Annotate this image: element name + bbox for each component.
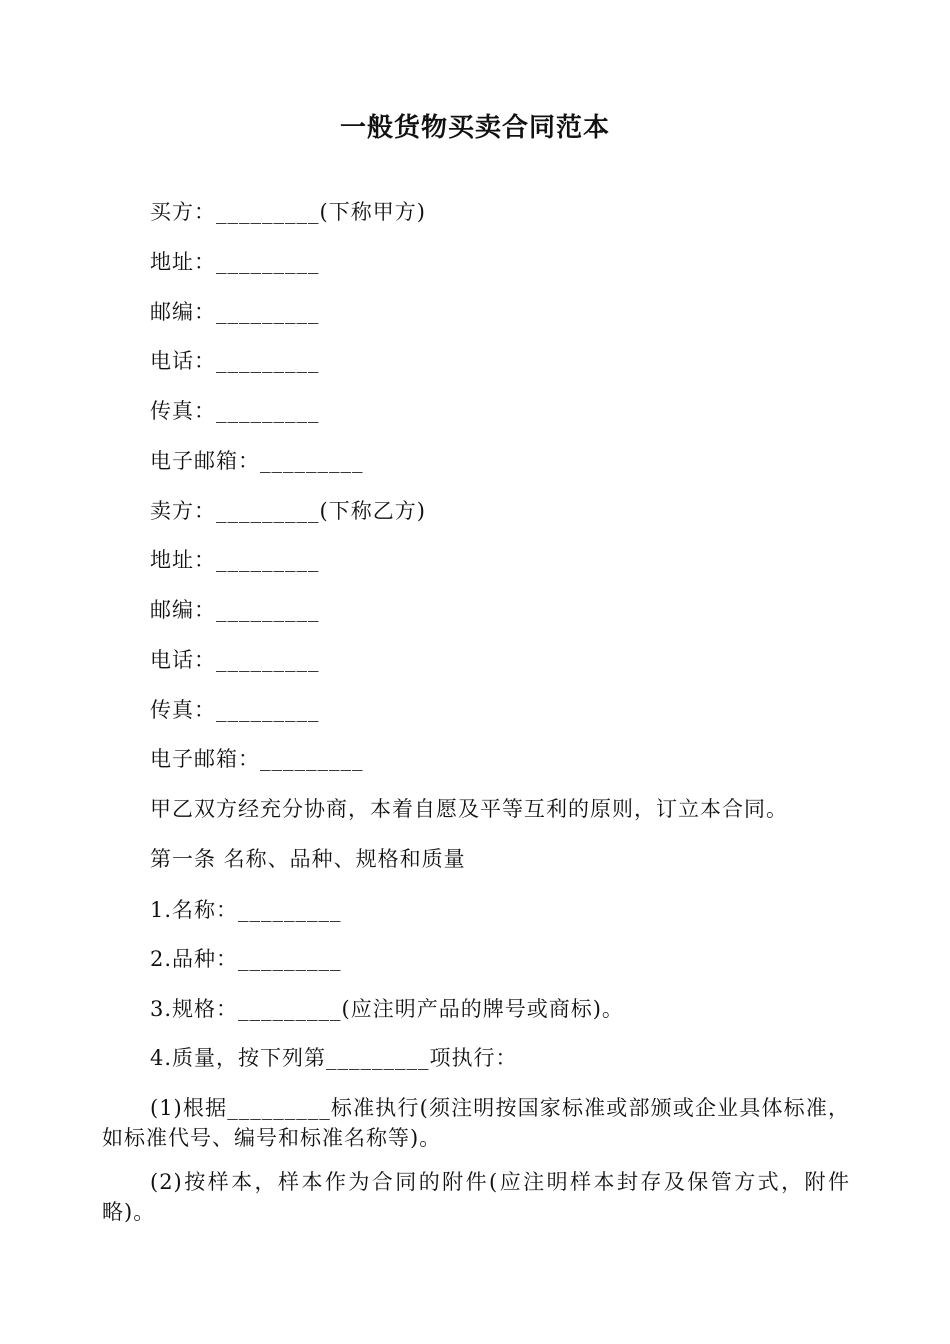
seller-address-line: 地址：_________ <box>150 548 320 572</box>
buyer-address-line: 地址：_________ <box>150 250 320 274</box>
buyer-email-line: 电子邮箱：_________ <box>150 449 364 473</box>
buyer-postcode-line: 邮编：_________ <box>150 300 320 324</box>
buyer-phone-line: 电话：_________ <box>150 349 320 373</box>
article1-subitem-standard: (1)根据_________标准执行(须注明按国家标准或部颁或企业具体标准，如标准代号、编号和标准名称等)。 <box>102 1096 850 1150</box>
seller-phone-line: 电话：_________ <box>150 648 320 672</box>
intro-paragraph: 甲乙双方经充分协商，本着自愿及平等互利的原则，订立本合同。 <box>150 797 788 821</box>
seller-fax-line: 传真：_________ <box>150 698 320 722</box>
page-title: 一般货物买卖合同范本 <box>339 113 610 143</box>
article1-item-variety: 2.品种：_________ <box>150 947 342 971</box>
article1-heading: 第一条 名称、品种、规格和质量 <box>150 847 466 871</box>
seller-postcode-line: 邮编：_________ <box>150 598 320 622</box>
seller-email-line: 电子邮箱：_________ <box>150 747 364 771</box>
buyer-name-line: 买方：_________(下称甲方) <box>150 200 426 224</box>
article1-subitem-sample: (2)按样本，样本作为合同的附件(应注明样本封存及保管方式，附件略)。 <box>102 1170 850 1224</box>
article1-item-quality: 4.质量，按下列第_________项执行： <box>150 1046 518 1070</box>
article1-item-name: 1.名称：_________ <box>150 898 342 922</box>
buyer-fax-line: 传真：_________ <box>150 399 320 423</box>
article1-item-spec: 3.规格：_________(应注明产品的牌号或商标)。 <box>150 997 624 1021</box>
seller-name-line: 卖方：_________(下称乙方) <box>150 499 426 523</box>
